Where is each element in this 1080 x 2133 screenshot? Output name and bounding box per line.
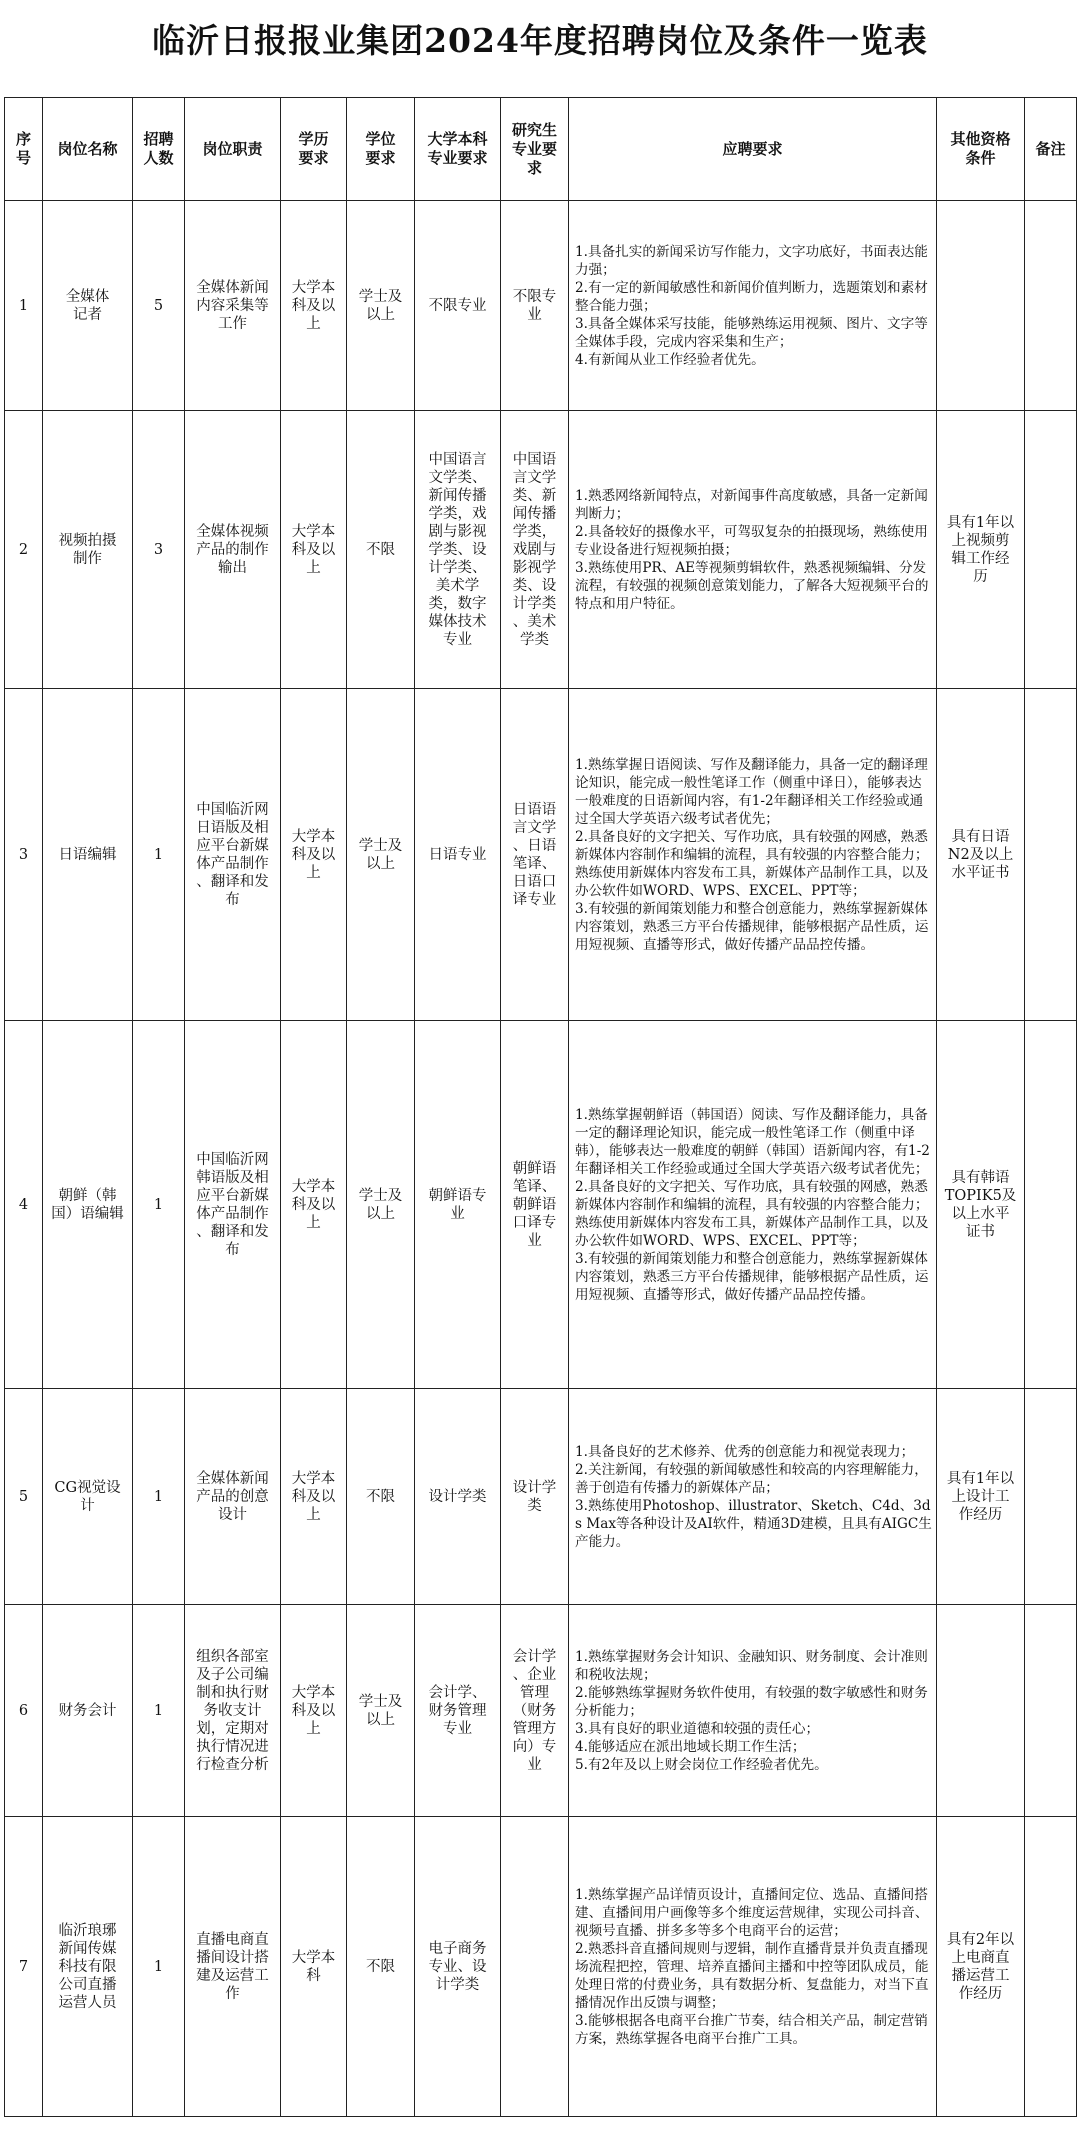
cell-position: 财务会计 bbox=[43, 1605, 133, 1817]
cell-education: 大学本 科 bbox=[281, 1817, 347, 2117]
cell-education: 大学本 科及以 上 bbox=[281, 1389, 347, 1605]
cell-seq: 5 bbox=[5, 1389, 43, 1605]
header-degree: 学位 要求 bbox=[347, 98, 415, 201]
page-title: 临沂日报报业集团2024年度招聘岗位及条件一览表 bbox=[152, 20, 928, 60]
cell-requirements: 1.具备扎实的新闻采访写作能力，文字功底好，书面表达能力强； 2.有一定的新闻敏感性和新闻价值判断力，选题策划和素材整合能力强； 3.具备全媒体采写技能，能够熟练运用视频、图片、文字等全媒体手段，完成内容采集和生产； 4.有新闻从业工作经验者优先。 bbox=[569, 201, 937, 411]
cell-seq: 6 bbox=[5, 1605, 43, 1817]
cell-count: 1 bbox=[133, 1605, 185, 1817]
cell-count: 3 bbox=[133, 411, 185, 689]
cell-grad-major: 日语语 言文学 、日语 笔译、 日语口 译专业 bbox=[501, 689, 569, 1021]
table-row bbox=[5, 1817, 1077, 2117]
cell-other bbox=[937, 201, 1025, 411]
cell-degree: 学士及 以上 bbox=[347, 1605, 415, 1817]
cell-seq: 3 bbox=[5, 689, 43, 1021]
cell-remark bbox=[1025, 1605, 1077, 1817]
cell-remark bbox=[1025, 201, 1077, 411]
table-row bbox=[5, 201, 1077, 411]
cell-other bbox=[937, 1605, 1025, 1817]
cell-remark bbox=[1025, 411, 1077, 689]
cell-duty: 全媒体新闻 产品的创意 设计 bbox=[185, 1389, 281, 1605]
cell-duty: 直播电商直 播间设计搭 建及运营工 作 bbox=[185, 1817, 281, 2117]
header-remark: 备注 bbox=[1025, 98, 1077, 201]
table-row bbox=[5, 1605, 1077, 1817]
cell-position: 全媒体 记者 bbox=[43, 201, 133, 411]
cell-seq: 7 bbox=[5, 1817, 43, 2117]
cell-remark bbox=[1025, 1021, 1077, 1389]
cell-education: 大学本 科及以 上 bbox=[281, 1605, 347, 1817]
cell-education: 大学本 科及以 上 bbox=[281, 689, 347, 1021]
cell-count: 1 bbox=[133, 1021, 185, 1389]
header-seq: 序 号 bbox=[5, 98, 43, 201]
cell-grad-major: 朝鲜语 笔译、 朝鲜语 口译专 业 bbox=[501, 1021, 569, 1389]
cell-count: 1 bbox=[133, 1389, 185, 1605]
cell-degree: 学士及 以上 bbox=[347, 201, 415, 411]
cell-other: 具有韩语 TOPIK5及 以上水平 证书 bbox=[937, 1021, 1025, 1389]
cell-requirements: 1.熟悉网络新闻特点，对新闻事件高度敏感，具备一定新闻判断力； 2.具备较好的摄像水平，可驾驭复杂的拍摄现场，熟练使用专业设备进行短视频拍摄； 3.熟练使用PR、AE等视频剪辑软件，熟悉视频编辑、分发流程，有较强的视频创意策划能力，了解各大短视频平台的特点和用户特征。 bbox=[569, 411, 937, 689]
cell-grad-major bbox=[501, 1817, 569, 2117]
cell-degree: 不限 bbox=[347, 1817, 415, 2117]
cell-grad-major: 中国语 言文学 类、新 闻传播 学类， 戏剧与 影视学 类、设 计学类 、美术 学类 bbox=[501, 411, 569, 689]
header-other: 其他资格 条件 bbox=[937, 98, 1025, 201]
cell-position: CG视觉设 计 bbox=[43, 1389, 133, 1605]
cell-duty: 全媒体视频 产品的制作 输出 bbox=[185, 411, 281, 689]
cell-undergrad-major: 设计学类 bbox=[415, 1389, 501, 1605]
cell-grad-major: 不限专 业 bbox=[501, 201, 569, 411]
cell-remark bbox=[1025, 1389, 1077, 1605]
cell-other: 具有1年以 上视频剪 辑工作经 历 bbox=[937, 411, 1025, 689]
cell-duty: 全媒体新闻 内容采集等 工作 bbox=[185, 201, 281, 411]
header-duty: 岗位职责 bbox=[185, 98, 281, 201]
header-count: 招聘 人数 bbox=[133, 98, 185, 201]
header-requirements: 应聘要求 bbox=[569, 98, 937, 201]
cell-requirements: 1.具备良好的艺术修养、优秀的创意能力和视觉表现力； 2.关注新闻，有较强的新闻敏感性和较高的内容理解能力，善于创造有传播力的新媒体产品； 3.熟练使用Photoshop、illustrator、Sketch、C4d、3ds Max等各种设计及AI软件，精通3D建模，且具有AIGC生产能力。 bbox=[569, 1389, 937, 1605]
cell-other: 具有日语 N2及以上 水平证书 bbox=[937, 689, 1025, 1021]
cell-degree: 学士及 以上 bbox=[347, 689, 415, 1021]
cell-undergrad-major: 不限专业 bbox=[415, 201, 501, 411]
header-grad-major: 研究生 专业要 求 bbox=[501, 98, 569, 201]
cell-other: 具有1年以 上设计工 作经历 bbox=[937, 1389, 1025, 1605]
cell-undergrad-major: 中国语言 文学类、 新闻传播 学类，戏 剧与影视 学类、设 计学类、 美术学 类，数字 媒体技术 专业 bbox=[415, 411, 501, 689]
header-row bbox=[5, 98, 1077, 201]
cell-count: 5 bbox=[133, 201, 185, 411]
cell-education: 大学本 科及以 上 bbox=[281, 1021, 347, 1389]
table-row bbox=[5, 1389, 1077, 1605]
cell-undergrad-major: 会计学、 财务管理 专业 bbox=[415, 1605, 501, 1817]
cell-undergrad-major: 日语专业 bbox=[415, 689, 501, 1021]
cell-duty: 中国临沂网 韩语版及相 应平台新媒 体产品制作 、翻译和发 布 bbox=[185, 1021, 281, 1389]
table-row bbox=[5, 689, 1077, 1021]
cell-position: 视频拍摄 制作 bbox=[43, 411, 133, 689]
cell-other: 具有2年以 上电商直 播运营工 作经历 bbox=[937, 1817, 1025, 2117]
cell-education: 大学本 科及以 上 bbox=[281, 411, 347, 689]
cell-position: 朝鲜（韩 国）语编辑 bbox=[43, 1021, 133, 1389]
cell-degree: 学士及 以上 bbox=[347, 1021, 415, 1389]
cell-duty: 组织各部室 及子公司编 制和执行财 务收支计 划，定期对 执行情况进 行检查分析 bbox=[185, 1605, 281, 1817]
cell-undergrad-major: 电子商务 专业、设 计学类 bbox=[415, 1817, 501, 2117]
recruitment-table bbox=[4, 97, 1077, 2117]
header-undergrad-major: 大学本科 专业要求 bbox=[415, 98, 501, 201]
table-row bbox=[5, 411, 1077, 689]
cell-position: 临沂琅琊 新闻传媒 科技有限 公司直播 运营人员 bbox=[43, 1817, 133, 2117]
table-row bbox=[5, 1021, 1077, 1389]
cell-requirements: 1.熟练掌握朝鲜语（韩国语）阅读、写作及翻译能力，具备一定的翻译理论知识，能完成一般性笔译工作（侧重中译韩），能够表达一般难度的朝鲜（韩国）语新闻内容，有1-2年翻译相关工作经验或通过全国大学英语六级考试者优先； 2.具备良好的文字把关、写作功底，具有较强的网感，熟悉新媒体内容制作和编辑的流程，具有较强的内容整合能力；熟练使用新媒体内容发布工具，新媒体产品制作工具，以及办公软件如WORD、WPS、EXCEL、PPT等； 3.有较强的新闻策划能力和整合创意能力，熟练掌握新媒体内容策划，熟悉三方平台传播规律，能够根据产品性质，运用短视频、直播等形式，做好传播产品品控传播。 bbox=[569, 1021, 937, 1389]
cell-requirements: 1.熟练掌握产品详情页设计，直播间定位、选品、直播间搭建、直播间用户画像等多个维度运营规律，实现公司抖音、视频号直播、拼多多等多个电商平台的运营； 2.熟悉抖音直播间规则与逻辑，制作直播背景并负责直播现场流程把控，管理、培养直播间主播和中控等团队成员，能处理日常的付费业务，具有数据分析、复盘能力，对当下直播情况作出反馈与调整； 3.能够根据各电商平台推广节奏，结合相关产品，制定营销方案，熟练掌握各电商平台推广工具。 bbox=[569, 1817, 937, 2117]
cell-seq: 2 bbox=[5, 411, 43, 689]
cell-position: 日语编辑 bbox=[43, 689, 133, 1021]
cell-count: 1 bbox=[133, 1817, 185, 2117]
cell-undergrad-major: 朝鲜语专 业 bbox=[415, 1021, 501, 1389]
header-education: 学历 要求 bbox=[281, 98, 347, 201]
cell-requirements: 1.熟练掌握财务会计知识、金融知识、财务制度、会计准则和税收法规； 2.能够熟练掌握财务软件使用，有较强的数字敏感性和财务分析能力； 3.具有良好的职业道德和较强的责任心； 4.能够适应在派出地域长期工作生活； 5.有2年及以上财会岗位工作经验者优先。 bbox=[569, 1605, 937, 1817]
cell-seq: 1 bbox=[5, 201, 43, 411]
cell-education: 大学本 科及以 上 bbox=[281, 201, 347, 411]
cell-grad-major: 会计学 、企业 管理 （财务 管理方 向）专 业 bbox=[501, 1605, 569, 1817]
cell-degree: 不限 bbox=[347, 1389, 415, 1605]
cell-degree: 不限 bbox=[347, 411, 415, 689]
cell-remark bbox=[1025, 1817, 1077, 2117]
cell-count: 1 bbox=[133, 689, 185, 1021]
cell-duty: 中国临沂网 日语版及相 应平台新媒 体产品制作 、翻译和发 布 bbox=[185, 689, 281, 1021]
cell-remark bbox=[1025, 689, 1077, 1021]
header-position: 岗位名称 bbox=[43, 98, 133, 201]
cell-grad-major: 设计学 类 bbox=[501, 1389, 569, 1605]
cell-seq: 4 bbox=[5, 1021, 43, 1389]
cell-requirements: 1.熟练掌握日语阅读、写作及翻译能力，具备一定的翻译理论知识，能完成一般性笔译工作（侧重中译日），能够表达一般难度的日语新闻内容，有1-2年翻译相关工作经验或通过全国大学英语六级考试者优先； 2.具备良好的文字把关、写作功底，具有较强的网感，熟悉新媒体内容制作和编辑的流程，具有较强的内容整合能力；熟练使用新媒体内容发布工具，新媒体产品制作工具，以及办公软件如WORD、WPS、EXCEL、PPT等； 3.有较强的新闻策划能力和整合创意能力，熟练掌握新媒体内容策划，熟悉三方平台传播规律，能够根据产品性质，运用短视频、直播等形式，做好传播产品品控传播。 bbox=[569, 689, 937, 1021]
